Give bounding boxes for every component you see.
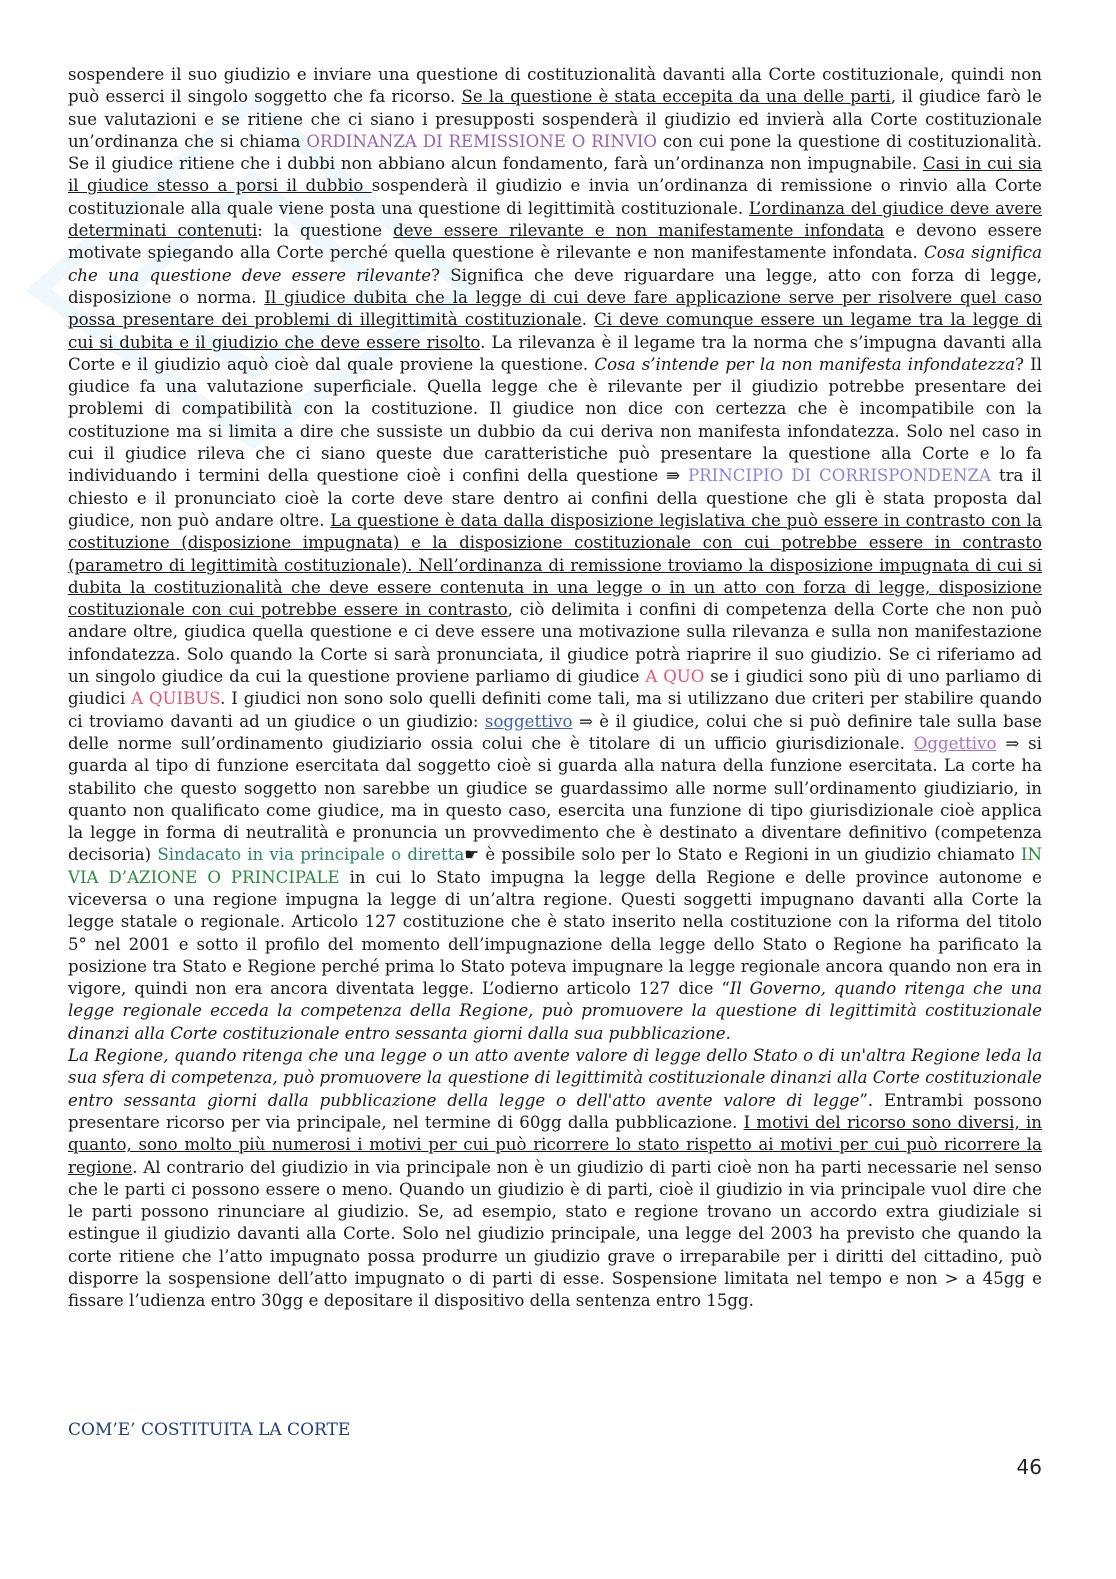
document-body bbox=[68, 64, 1042, 1313]
term-a-quibus: A QUIBUS bbox=[131, 689, 221, 709]
page-number: 46 bbox=[1016, 1455, 1042, 1479]
term-soggettivo: soggettivo bbox=[484, 711, 573, 731]
term-principio-corrispondenza: PRINCIPIO DI CORRISPONDENZA bbox=[688, 466, 991, 486]
paragraph-2: La Regione, quando ritenga che una legge o un atto avente valore di legge dello Stato o di un'altra Regione leda la sua sfera di competenza, può promuovere la questione di legittimità costituzionale dinanzi alla Corte costituzionale entro sessanta giorni dalla pubblicazione della legge o dell'atto avente valore di legge”. Entrambi possono presentare ricorso per via principale, nel termine di 60gg dalla pubblicazione. I motivi del ricorso sono diversi, in quanto, sono molto più numerosi i motivi per cui può ricorrere lo stato rispetto ai motivi per cui può ricorrere la regione. Al contrario del giudizio in via principale non è un giudizio di parti cioè non ha parti necessarie nel senso che le parti ci possono essere o meno. Quando un giudizio è di parti, cioè il giudizio in via principale vuol dire che le parti possono rinunciare al giudizio. Se, ad esempio, stato e regione trovano un accordo extra giudiziale si estingue il giudizio davanti alla Corte. Solo nel giudizio principale, una legge del 2003 ha previsto che quando la corte ritiene che l’atto impugnato possa produrre un giudizio grave o irreparabile per i diritti del cittadino, può disporre la sospensione dell’atto impugnato o di parti di esse. Sospensione limitata nel tempo e non > a 45gg e fissare l’udienza entro 30gg e depositare il dispositivo della sentenza entro 15gg. bbox=[68, 1046, 1042, 1311]
term-ordinanza-remissione: ORDINANZA DI REMISSIONE O RINVIO bbox=[306, 131, 657, 151]
term-a-quo: A QUO bbox=[645, 667, 705, 687]
term-via-azione: IN VIA D’AZIONE O PRINCIPALE bbox=[68, 845, 1042, 887]
term-sindacato-principale: Sindacato in via principale o diretta bbox=[157, 845, 465, 865]
section-heading: COM’E’ COSTITUITA LA CORTE bbox=[68, 1420, 351, 1440]
paragraph-1: sospendere il suo giudizio e inviare una questione di costituzionalità davanti alla Corte costituzionale, quindi non può esserci il singolo soggetto che fa ricorso. Se la questione è stata eccepita da una delle parti, il giudice farò le sue valutazioni e se ritiene che ci siano i presupposti sospenderà il giudizio ed invierà alla Corte costituzionale un’ordinanza che si chiama ORDINANZA DI REMISSIONE O RINVIO con cui pone la questione di costituzionalità. Se il giudice ritiene che i dubbi non abbiano alcun fondamento, farà un’ordinanza non impugnabile. Casi in cui sia il giudice stesso a porsi il dubbio sospenderà il giudizio e invia un’ordinanza di remissione o rinvio alla Corte costituzionale alla quale viene posta una questione di legittimità costituzionale. L’ordinanza del giudice deve avere determinati contenuti: la questione deve essere rilevante e non manifestamente infondata e devono essere motivate spiegando alla Corte perché quella questione è rilevante e non manifestamente infondata. Cosa significa che una questione deve essere rilevante? Significa che deve riguardare una legge, atto con forza di legge, disposizione o norma. Il giudice dubita che la legge di cui deve fare applicazione serve per risolvere quel caso possa presentare dei problemi di illegittimità costituzionale. Ci deve comunque essere un legame tra la legge di cui si dubita e il giudizio che deve essere risolto. La rilevanza è il legame tra la norma che s’impugna davanti alla Corte e il giudizio aquò cioè dal quale proviene la questione. Cosa s’intende per la non manifesta infondatezza? Il giudice fa una valutazione superficiale. Quella legge che è rilevante per il giudizio potrebbe presentare dei problemi di compatibilità con la costituzione. Il giudice non dice con certezza che è incompatibile con la costituzione ma si limita a dire che sussiste un dubbio da cui deriva non manifesta infondatezza. Solo nel caso in cui il giudice rileva che ci siano queste due caratteristiche può presentare la questione alla Corte e lo fa individuando i termini della questione cioè i confini della questione ⇛ PRINCIPIO DI CORRISPONDENZA tra il chiesto e il pronunciato cioè la corte deve stare dentro ai confini della questione che gli è stata proposta dal giudice, non può andare oltre. La questione è data dalla disposizione legislativa che può essere in contrasto con la costituzione (disposizione impugnata) e la disposizione costituzionale con cui potrebbe essere in contrasto (parametro di legittimità costituzionale). Nell’ordinanza di remissione troviamo la disposizione impugnata di cui si dubita la costituzionalità che deve essere contenuta in una legge o in un atto con forza di legge, disposizione costituzionale con cui potrebbe essere in contrasto, ciò delimita i confini di competenza della Corte che non può andare oltre, giudica quella questione e ci deve essere una motivazione sulla rilevanza e sulla non manifestazione infondatezza. Solo quando la Corte si sarà pronunciata, il giudice potrà riaprire il suo giudizio. Se ci riferiamo ad un singolo giudice da cui la questione proviene parliamo di giudice A QUO se i giudici sono più di uno parliamo di giudici A QUIBUS. I giudici non sono solo quelli definiti come tali, ma si utilizzano due criteri per stabilire quando ci troviamo davanti ad un giudice o un giudizio: soggettivo ⇒ è il giudice, colui che si può definire tale sulla base delle norme sull’ordinamento giudiziario ossia colui che è titolare di un ufficio giurisdizionale. Oggettivo ⇒ si guarda al tipo di funzione esercitata dal soggetto cioè si guarda alla natura della funzione esercitata. La corte ha stabilito che questo soggetto non sarebbe un giudice se guardassimo alle norme sull’ordinamento giudiziario, in quanto non qualificato come giudice, ma in questo caso, esercita una funzione di tipo giurisdizionale cioè applica la legge in forma di neutralità e pronuncia un provvedimento che è destinato a diventare definitivo (competenza decisoria) Sindacato in via principale o diretta☛ è possibile solo per lo Stato e Regioni in un giudizio chiamato IN VIA D’AZIONE O PRINCIPALE in cui lo Stato impugna la legge della Regione e delle province autonome e viceversa o una regione impugna la legge di un’altra regione. Questi soggetti impugnano davanti alla Corte la legge statale o regionale. Articolo 127 costituzione che è stato inserito nella costituzione con la riforma del titolo 5° nel 2001 e sotto il profilo del momento dell’impugnazione della legge dello Stato o Regione ha parificato la posizione tra Stato e Regione perché prima lo Stato poteva impugnare la legge regionale ancora quando non era in vigore, quindi non era ancora diventata legge. L’odierno articolo 127 dice “Il Governo, quando ritenga che una legge regionale ecceda la competenza della Regione, può promuovere la questione di legittimità costituzionale dinanzi alla Corte costituzionale entro sessanta giorni dalla sua pubblicazione. bbox=[68, 65, 1043, 1043]
term-oggettivo: Oggettivo bbox=[913, 733, 997, 753]
